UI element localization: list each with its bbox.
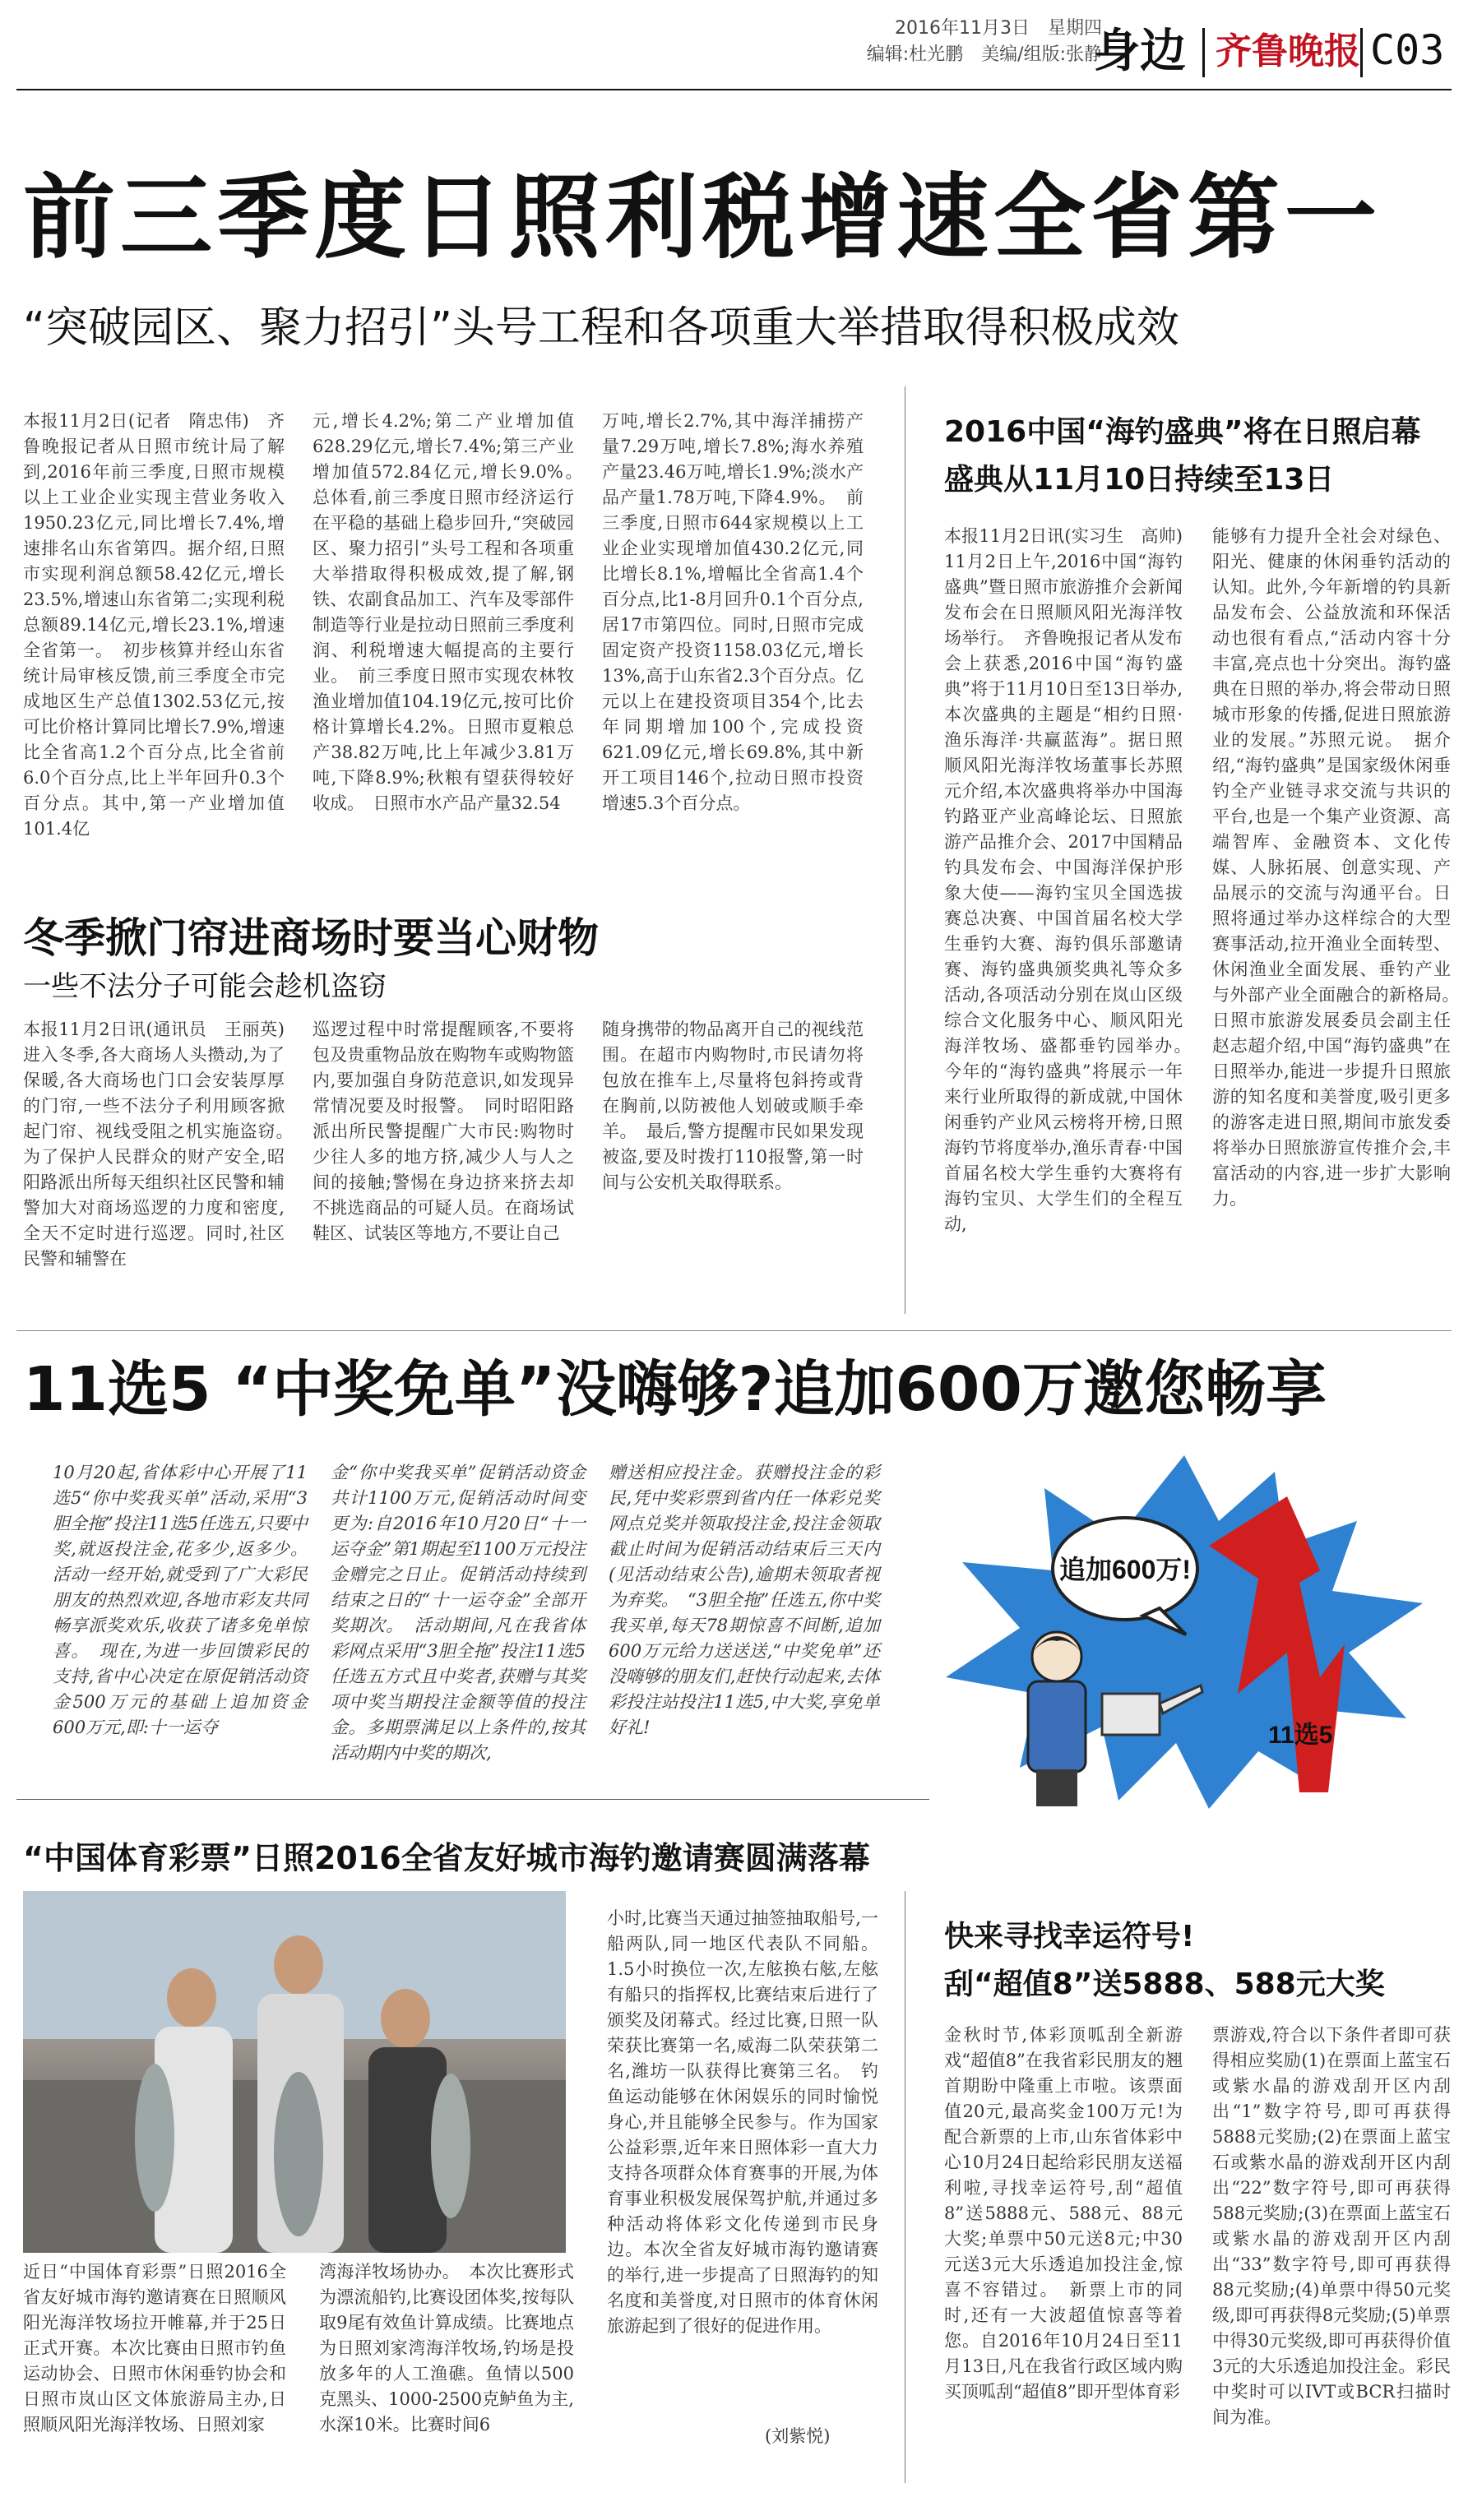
header-editors: 编辑:杜光鹏 美编/组版:张静 bbox=[866, 44, 1102, 65]
story2-subhead: 一些不法分子可能会趁机盗窃 bbox=[23, 970, 387, 1003]
story6-subhead: 刮“超值8”送5888、588元大奖 bbox=[944, 1967, 1385, 2001]
header-divider bbox=[1360, 28, 1363, 77]
angler-1-head bbox=[167, 1968, 216, 2028]
story5-col1: 近日“中国体育彩票”日照2016全省友好城市海钓邀请赛在日照顺风阳光海洋牧场拉开帷幕,并于25日正式开赛。本次比赛由日照市钓鱼运动协会、日照市休闲垂钓协会和日照市岚山区文体旅游局主办,日照顺风阳光海洋牧场、日照刘家 bbox=[23, 2262, 286, 2434]
section-rule bbox=[16, 1799, 929, 1800]
header-rule bbox=[16, 89, 1452, 90]
fish-3 bbox=[431, 2074, 470, 2218]
story1-subhead: “突破园区、聚力招引”头号工程和各项重大举措取得积极成效 bbox=[23, 303, 1179, 353]
story4-col3: 赠送相应投注金。获赠投注金的彩民,凭中奖彩票到省内任一体彩兑奖网点兑奖并领取投注金,投注金领取截止时间为促销活动结束后三天内(见活动结束公告),逾期未领取者视为弃奖。 “3胆全拖”任选五,你中奖我买单,每天78期惊喜不间断,追加600万元给力送送送,“中奖免单”还没嗨够的朋友们,赶快行动起来,去体彩投注站投注11选5,中大奖,享免单好礼! bbox=[609, 1463, 880, 1737]
bubble-text: 追加600万! bbox=[1058, 1555, 1192, 1584]
story6-col1: 金秋时节,体彩顶呱刮全新游戏“超值8”在我省彩民朋友的翘首期盼中隆重上市啦。该票面值20元,最高奖金100万元!为配合新票的上市,山东省体彩中心10月24日起给彩民朋友送福利啦,寻找幸运符号,刮“超值8”送5888元、588元、88元大奖;单票中50元送8元;中30元送3元大乐透追加投注金,惊喜不容错过。 新票上市的同时,还有一大波超值惊喜等着您。自2016年10月24日至11月13日,凡在我省行政区域内购买顶呱刮“超值8”即开型体育彩 bbox=[944, 2025, 1183, 2402]
story5-col2: 湾海洋牧场协办。 本次比赛形式为漂流船钓,比赛设团体奖,按每队取9尾有效鱼计算成绩。比赛地点为日照刘家湾海洋牧场,钓场是投放多年的人工渔礁。鱼情以500克黑头、1000-2500克鲈鱼为主,水深10米。比赛时间6 bbox=[319, 2262, 574, 2434]
fishing-team-photo bbox=[23, 1891, 566, 2253]
page-number: C03 bbox=[1370, 26, 1445, 74]
story4-headline: 11选5 “中奖免单”没嗨够?追加600万邀您畅享 bbox=[23, 1354, 1327, 1425]
fish-1 bbox=[135, 2064, 174, 2212]
story4-col2: 金“你中奖我买单”促销活动资金共计1100万元,促销活动时间变更为:自2016年10月20日“十一运夺金”第1期起至1100万元投注金赠完之日止。促销活动持续到结束之日的“十一运夺金”全部开奖期次。 活动期间,凡在我省体彩网点采用“3胆全拖”投注11选5任选五方式且中奖者,获赠与其奖项中奖当期投注金额等值的投注金。多期票满足以上条件的,按其活动期内中奖的期次, bbox=[331, 1463, 586, 1763]
story2-headline: 冬季掀门帘进商场时要当心财物 bbox=[23, 914, 599, 962]
angler-2-head bbox=[274, 1935, 323, 1995]
story6-headline: 快来寻找幸运符号! bbox=[944, 1920, 1195, 1954]
story2-col3: 随身携带的物品离开自己的视线范围。在超市内购物时,市民请勿将包放在推车上,尽量将包斜挎或背在胸前,以防被他人划破或顺手牵羊。 最后,警方提醒市民如果发现被盗,要及时拨打110报警,第一时间与公安机关取得联系。 bbox=[602, 1020, 864, 1192]
story3-subhead: 盛典从11月10日持续至13日 bbox=[944, 463, 1335, 497]
story1-headline: 前三季度日照利税增速全省第一 bbox=[23, 164, 1382, 271]
story1-col3: 万吨,增长2.7%,其中海洋捕捞产量7.29万吨,增长7.8%;海水养殖产量23.46万吨,增长1.9%;淡水产品产量1.78万吨,下降4.9%。 前三季度,日照市644家规模以上工业企业实现增加值430.2亿元,同比增长8.1%,增幅比全省高1.4个百分点,比1-8月回升0.1个百分点,居17市第四位。同时,日照市完成固定资产投资1158.03亿元,增长13%,高于山东省2.3个百分点。亿元以上在建投资项目354个,比去年同期增加100个,完成投资621.09亿元,增长69.8%,其中新开工项目146个,拉动日照市投资增速5.3个百分点。 bbox=[602, 411, 864, 813]
story1-col2: 元,增长4.2%;第二产业增加值628.29亿元,增长7.4%;第三产业增加值572.84亿元,增长9.0%。 总体看,前三季度日照市经济运行在平稳的基础上稳步回升,“突破园区、聚力招引”头号工程和各项重大举措取得积极成效,提了解,钢铁、农副食品加工、汽车及零部件制造等行业是拉动日照前三季度利润、利税增速大幅提高的主要行业。 前三季度日照市实现农林牧渔业增加值104.19亿元,按可比价格计算增长4.2%。日照市夏粮总产38.82万吨,比上年减少3.81万吨,下降8.9%;秋粮有望获得较好收成。 日照市水产品产量32.54 bbox=[313, 411, 591, 813]
story2-col2: 巡逻过程中时常提醒顾客,不要将包及贵重物品放在购物车或购物篮内,要加强自身防范意识,如发现异常情况要及时报警。 同时昭阳路派出所民警提醒广大市民:购物时少往人多的地方挤,减少人与人之间的接触;警惕在身边挤来挤去却不挑选商品的可疑人员。在商场试鞋区、试装区等地方,不要让自己 bbox=[313, 1020, 574, 1243]
story3-headline: 2016中国“海钓盛典”将在日照启幕 bbox=[944, 415, 1421, 449]
header-date: 2016年11月3日 星期四 bbox=[895, 18, 1102, 39]
section-rule bbox=[16, 1330, 1452, 1331]
story3-col2: 能够有力提升全社会对绿色、阳光、健康的休闲垂钓活动的认知。此外,今年新增的钓具新品发布会、公益放流和环保活动也很有看点,“活动内容十分丰富,亮点也十分突出。海钓盛典在日照的举办,将会带动日照城市形象的传播,促进日照旅游业的发展。”苏照元说。 据介绍,“海钓盛典”是国家级休闲垂钓全产业链寻求交流与共识的平台,也是一个集产业资源、高端智库、金融资本、文化传媒、人脉拓展、创意实现、产品展示的交流与沟通平台。日照将通过举办这样综合的大型赛事活动,拉开渔业全面转型、休闲渔业全面发展、垂钓产业与外部产业全面融合的新格局。 日照市旅游发展委员会副主任赵志超介绍,中国“海钓盛典”在日照举办,能进一步提升日照旅游的知名度和美誉度,吸引更多的游客走进日照,期间市旅发委将举办日照旅游宣传推介会,丰富活动的内容,进一步扩大影响力。 bbox=[1212, 526, 1468, 1209]
story5-col3: 小时,比赛当天通过抽签抽取船号,一船两队,同一地区代表队不同船。1.5小时换位一次,左舷换右舷,左舷有船只的指挥权,比赛结束后进行了颁奖及闭幕式。经过比赛,日照一队荣获比赛第一名,威海二队荣获第二名,潍坊一队获得比赛第三名。 钓鱼运动能够在休闲娱乐的同时愉悦身心,并且能够全民参与。作为国家公益彩票,近年来日照体彩一直大力支持各项群众体育赛事的开展,为体育事业积极发展保驾护航,并通过多种活动将体彩文化传递到市民身边。本次全省友好城市海钓邀请赛的举行,进一步提高了日照海钓的知名度和美誉度,对日照市的体育休闲旅游起到了很好的促进作用。 bbox=[607, 1908, 878, 2336]
person-legs bbox=[1036, 1769, 1077, 1806]
lottery-illustration bbox=[913, 1447, 1456, 1817]
header-divider bbox=[1202, 28, 1205, 77]
section-title: 身边 bbox=[1094, 25, 1186, 78]
starburst-graphic bbox=[913, 1447, 1456, 1817]
person-body bbox=[1028, 1681, 1086, 1772]
story3-col1: 本报11月2日讯(实习生 高帅) 11月2日上午,2016中国“海钓盛典”暨日照市旅游推介会新闻发布会在日照顺风阳光海洋牧场举行。 齐鲁晚报记者从发布会上获悉,2016中国“海钓盛典”将于11月10日至13日举办,本次盛典的主题是“相约日照·渔乐海洋·共赢蓝海”。据日照顺风阳光海洋牧场董事长苏照元介绍,本次盛典将举办中国海钓路亚产业高峰论坛、日照旅游产品推介会、2017中国精品钓具发布会、中国海洋保护形象大使——海钓宝贝全国选拔赛总决赛、中国首届名校大学生垂钓大赛、海钓俱乐部邀请赛、海钓盛典颁奖典礼等众多活动,各项活动分别在岚山区级综合文化服务中心、顺风阳光海洋牧场、盛都垂钓园举办。 今年的“海钓盛典”将展示一年来行业所取得的新成就,中国休闲垂钓产业风云榜将开榜,日照海钓节将度举办,渔乐青春·中国首届名校大学生垂钓大赛将有海钓宝贝、大学生们的全程互动, bbox=[944, 526, 1200, 1234]
story1-col1: 本报11月2日(记者 隋忠伟) 齐鲁晚报记者从日照市统计局了解到,2016年前三季度,日照市规模以上工业企业实现主营业务收入1950.23亿元,同比增长7.4%,增速排名山东省第四。据介绍,日照市实现利润总额58.42亿元,增长23.5%,增速山东省第二;实现利税总额89.14亿元,增长23.1%,增速全省第一。 初步核算并经山东省统计局审核反馈,前三季度全市完成地区生产总值1302.53亿元,按可比价格计算同比增长7.9%,增速比全省高1.2个百分点,比全省前6.0个百分点,比上半年回升0.3个百分点。其中,第一产业增加值101.4亿 bbox=[23, 411, 285, 839]
newspaper-logo: 齐鲁晚报 bbox=[1216, 30, 1360, 72]
story6-col2: 票游戏,符合以下条件者即可获得相应奖励(1)在票面上蓝宝石或紫水晶的游戏刮开区内刮出“1”数字符号,即可再获得5888元奖励;(2)在票面上蓝宝石或紫水晶的游戏刮开区内刮出“22”数字符号,即可再获得588元奖励;(3)在票面上蓝宝石或紫水晶的游戏刮开区内刮出“33”数字符号,即可再获得88元奖励;(4)单票中得50元奖级,即可再获得8元奖励;(5)单票中得30元奖级,即可再获得价值3元的大乐透追加投注金。彩民中奖时可以IVT或BCR扫描时间为准。 bbox=[1212, 2025, 1451, 2427]
angler-3-head bbox=[381, 1989, 430, 2048]
story4-col1: 10月20起,省体彩中心开展了11选5“你中奖我买单”活动,采用“3胆全拖”投注11选5任选五,只要中奖,就返投注金,花多少,返多少。活动一经开始,就受到了广大彩民朋友的热烈欢迎,各地市彩友共同畅享派奖欢乐,收获了诸多免单惊喜。 现在,为进一步回馈彩民的支持,省中心决定在原促销活动资金500万元的基础上追加资金600万元,即:十一运夺 bbox=[53, 1463, 308, 1737]
story5-byline: (刘紫悦) bbox=[765, 2426, 831, 2446]
lottery-tag: 11选5 bbox=[1268, 1722, 1333, 1749]
story5-headline: “中国体育彩票”日照2016全省友好城市海钓邀请赛圆满落幕 bbox=[23, 1840, 870, 1876]
photo-graphic bbox=[23, 1891, 566, 2253]
story2-col1: 本报11月2日讯(通讯员 王丽英) 进入冬季,各大商场人头攒动,为了保暖,各大商场也门口会安装厚厚的门帘,一些不法分子利用顾客掀起门帘、视线受阻之机实施盗窃。 为了保护人民群众的财产安全,昭阳路派出所每天组织社区民警和辅警加大对商场巡逻的力度和密度,全天不定时进行巡逻。同时,社区民警和辅警在 bbox=[23, 1020, 302, 1269]
fish-2 bbox=[274, 2072, 323, 2236]
